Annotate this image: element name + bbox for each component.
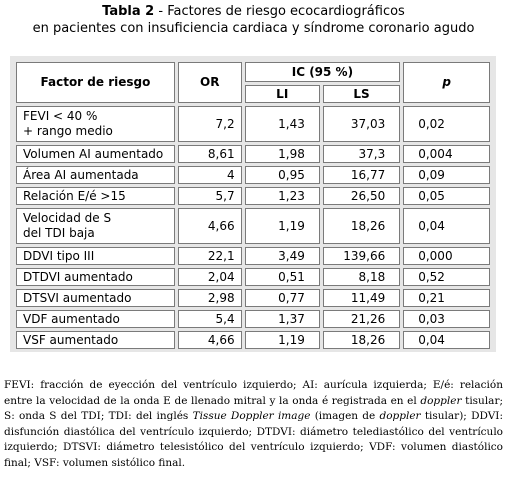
cell-ls: 16,77 <box>323 166 400 184</box>
header-p <box>403 62 490 103</box>
footnote-doppler-1: doppler <box>420 394 462 407</box>
cell-ls: 26,50 <box>323 187 400 205</box>
cell-or: 8,61 <box>178 145 242 163</box>
cell-factor <box>16 208 175 244</box>
cell-or: 4 <box>178 166 242 184</box>
title-label: Tabla 2 <box>102 4 155 19</box>
table-body <box>16 106 490 349</box>
cell-p: 0,03 <box>403 310 490 328</box>
cell-ls: 8,18 <box>323 268 400 286</box>
cell-factor <box>16 166 175 184</box>
cell-p: 0,52 <box>403 268 490 286</box>
cell-factor <box>16 289 175 307</box>
table-row <box>16 145 490 163</box>
cell-or: 4,66 <box>178 331 242 349</box>
table-row <box>16 247 490 265</box>
table-row <box>16 289 490 307</box>
header-ic: IC (95 %) <box>245 62 401 82</box>
header-p-label: p <box>442 75 451 89</box>
cell-or: 7,2 <box>178 106 242 142</box>
cell-li: 1,37 <box>245 310 320 328</box>
table-row <box>16 310 490 328</box>
cell-li: 1,98 <box>245 145 320 163</box>
cell-or: 4,66 <box>178 208 242 244</box>
table-row <box>16 331 490 349</box>
cell-or: 5,7 <box>178 187 242 205</box>
cell-li: 1,23 <box>245 187 320 205</box>
cell-or: 5,4 <box>178 310 242 328</box>
footnote-doppler-2: doppler <box>379 410 421 422</box>
factor-line-1: Volumen AI aumentado <box>23 146 164 161</box>
table-row <box>16 268 490 286</box>
title-line-2: en pacientes con insuficiencia cardiaca y síndrome coronario agudo <box>32 21 475 36</box>
factor-line-1: Área AI aumentada <box>23 167 139 182</box>
cell-ls: 37,3 <box>323 145 400 163</box>
cell-p: 0,004 <box>403 145 490 163</box>
cell-li: 0,51 <box>245 268 320 286</box>
table-row <box>16 187 490 205</box>
factor-line-1: Velocidad de S <box>23 211 112 225</box>
factor-line-1: FEVI < 40 % <box>23 109 98 123</box>
header-or: OR <box>178 62 242 103</box>
cell-p: 0,21 <box>403 289 490 307</box>
footnote-tdi-term: Tissue Doppler image <box>192 410 311 422</box>
header-li: LI <box>245 85 320 103</box>
factor-line-1: DDVI tipo III <box>23 248 95 263</box>
title-text: - Factores de riesgo ecocardiográficos <box>154 4 405 19</box>
cell-li: 1,43 <box>245 106 320 142</box>
cell-factor <box>16 247 175 265</box>
factor-line-1: DTSVI aumentado <box>23 290 132 305</box>
header-factor: Factor de riesgo <box>16 62 175 103</box>
cell-p: 0,04 <box>403 208 490 244</box>
cell-or: 22,1 <box>178 247 242 265</box>
cell-or: 2,04 <box>178 268 242 286</box>
table-row <box>16 208 490 244</box>
cell-li: 0,95 <box>245 166 320 184</box>
cell-or: 2,98 <box>178 289 242 307</box>
footnote <box>4 378 503 471</box>
footnote-part-1: FEVI: fracción de eyección del ventrículo izquierdo; AI: aurícula izquierda; E/é: relación entre la velocidad de la onda E de llenado mitral y la onda é registrada en el <box>4 379 503 407</box>
factor-line-1: DTDVI aumentado <box>23 269 133 284</box>
cell-li: 0,77 <box>245 289 320 307</box>
cell-p: 0,09 <box>403 166 490 184</box>
cell-p: 0,02 <box>403 106 490 142</box>
cell-ls: 21,26 <box>323 310 400 328</box>
cell-factor <box>16 145 175 163</box>
footnote-part-2: tisular; S: onda S del TDI; TDI: del inglés <box>4 394 503 422</box>
footnote-part-3: (imagen de <box>310 410 380 422</box>
cell-li: 3,49 <box>245 247 320 265</box>
factor-line-1: Relación E/é >15 <box>23 188 126 203</box>
header-ls: LS <box>323 85 400 103</box>
factor-line-2: del TDI baja <box>23 226 95 240</box>
factor-line-1: VDF aumentado <box>23 311 120 326</box>
table-container <box>10 56 496 352</box>
table-row <box>16 106 490 142</box>
footnote-part-4: tisular); DDVI: disfunción diastólica del ventrículo izquierdo; DTDVI: diámetro telediastólico del ventrículo izquierdo; DTSVI: diámetro telesistólico del ventrículo izquierdo; VDF: volumen diastólico final; VSF: volumen sistólico final. <box>4 410 503 469</box>
cell-ls: 139,66 <box>323 247 400 265</box>
cell-li: 1,19 <box>245 331 320 349</box>
table-row <box>16 166 490 184</box>
table-title <box>0 3 507 37</box>
cell-factor <box>16 331 175 349</box>
cell-p: 0,000 <box>403 247 490 265</box>
cell-p: 0,05 <box>403 187 490 205</box>
cell-factor <box>16 268 175 286</box>
factor-line-2: + rango medio <box>23 124 113 138</box>
cell-factor <box>16 310 175 328</box>
factor-line-1: VSF aumentado <box>23 332 119 347</box>
cell-factor <box>16 106 175 142</box>
cell-li: 1,19 <box>245 208 320 244</box>
cell-ls: 18,26 <box>323 208 400 244</box>
cell-p: 0,04 <box>403 331 490 349</box>
risk-factors-table <box>13 59 493 352</box>
cell-ls: 11,49 <box>323 289 400 307</box>
cell-ls: 18,26 <box>323 331 400 349</box>
cell-ls: 37,03 <box>323 106 400 142</box>
cell-factor <box>16 187 175 205</box>
title-line-1 <box>0 3 507 20</box>
